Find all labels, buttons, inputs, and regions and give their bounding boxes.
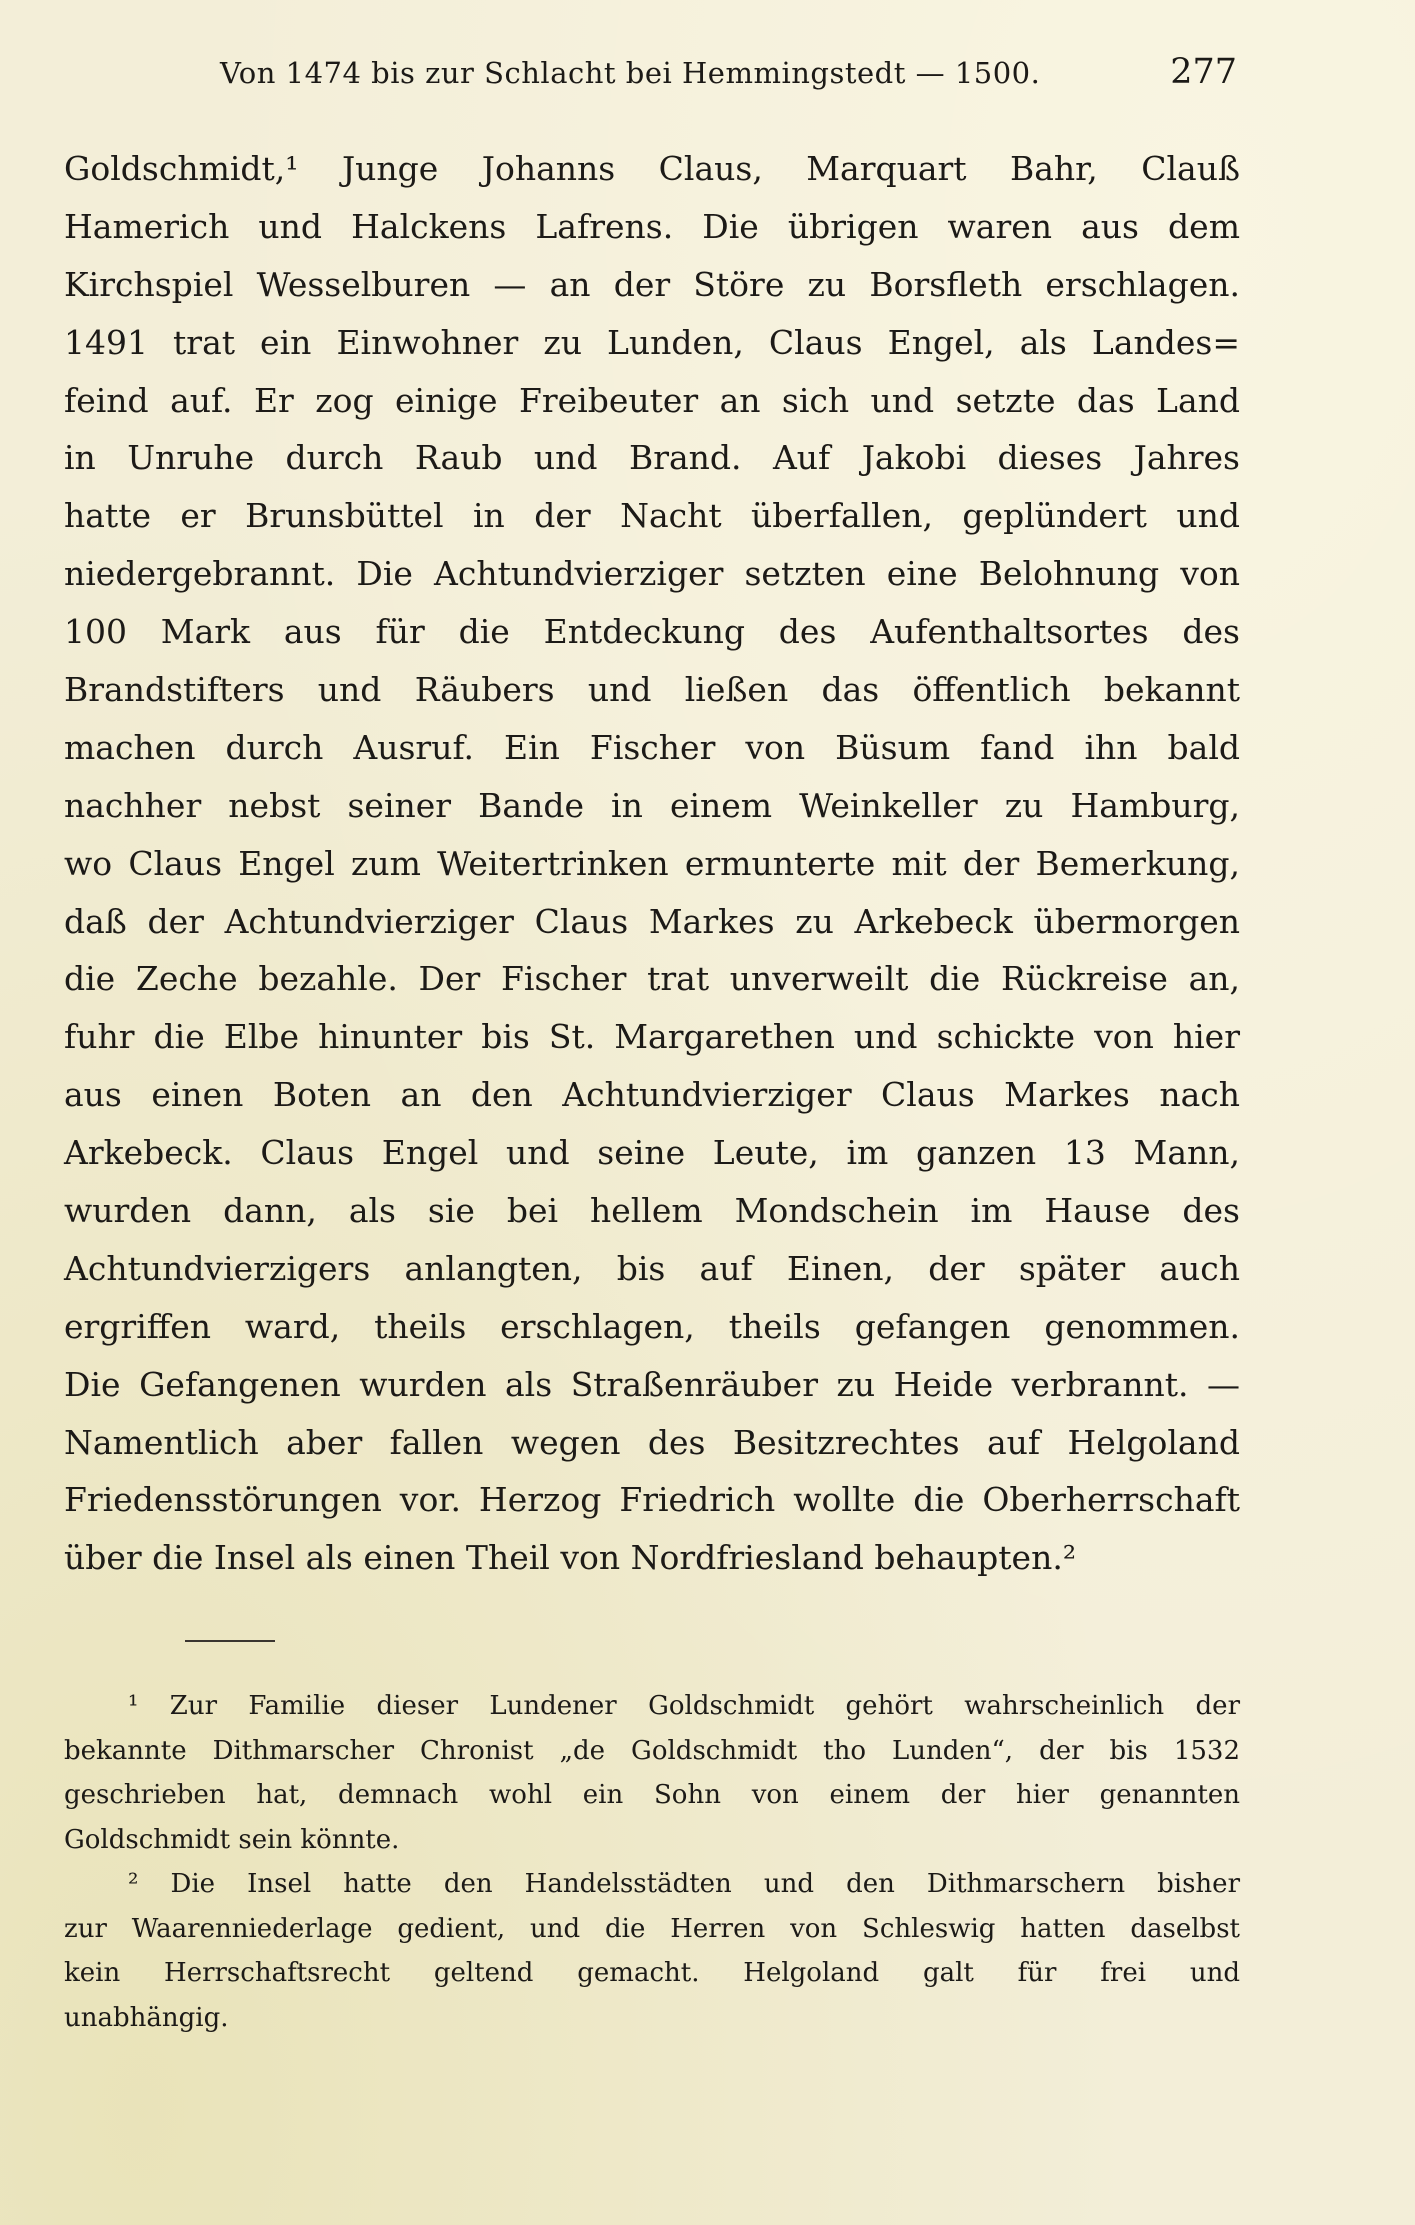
page-number: 277 <box>1170 52 1237 92</box>
body-line: Achtundvierzigers anlangten, bis auf Einen, der später auch <box>64 1248 1240 1288</box>
body-line: die Zeche bezahle. Der Fischer trat unverweilt die Rückreise an, <box>64 959 1240 999</box>
footnote-rule <box>185 1640 275 1643</box>
body-line: daß der Achtundvierziger Claus Markes zu Arkebeck übermorgen <box>64 901 1240 941</box>
body-line: Hamerich und Halckens Lafrens. Die übrigen waren aus dem <box>64 206 1240 246</box>
running-head <box>220 52 1237 100</box>
body-line: ergriffen ward, theils erschlagen, theils gefangen genommen. <box>64 1306 1240 1346</box>
body-line: nachher nebst seiner Bande in einem Weinkeller zu Hamburg, <box>64 785 1240 825</box>
body-line: Goldschmidt,¹ Junge Johanns Claus, Marquart Bahr, Clauß <box>64 149 1240 188</box>
body-line: Arkebeck. Claus Engel und seine Leute, im ganzen 13 Mann, <box>64 1133 1240 1173</box>
footnote-line: unabhängig. <box>64 2002 229 2033</box>
footnote-line: ² Die Insel hatte den Handelsstädten und den Dithmarschern bisher <box>128 1869 1240 1899</box>
body-line: Brandstifters und Räubers und ließen das öffentlich bekannt <box>64 670 1240 710</box>
body-text <box>64 140 1240 1587</box>
footnotes <box>64 1684 1240 2040</box>
footnote-line: ¹ Zur Familie dieser Lundener Goldschmidt gehört wahrscheinlich der <box>128 1691 1240 1721</box>
footnote-line: kein Herrschaftsrecht geltend gemacht. Helgoland galt für frei und <box>64 1958 1240 1988</box>
footnote-line: zur Waarenniederlage gedient, und die Herren von Schleswig hatten daselbst <box>64 1913 1240 1944</box>
body-line: feind auf. Er zog einige Freibeuter an sich und setzte das Land <box>64 380 1240 420</box>
body-line: aus einen Boten an den Achtundvierziger Claus Markes nach <box>64 1075 1240 1115</box>
body-line: Friedensstörungen vor. Herzog Friedrich wollte die Oberherrschaft <box>64 1480 1240 1520</box>
body-line: hatte er Brunsbüttel in der Nacht überfallen, geplündert und <box>64 496 1240 536</box>
body-line: Namentlich aber fallen wegen des Besitzrechtes auf Helgoland <box>64 1422 1240 1462</box>
footnote-line: Goldschmidt sein könnte. <box>64 1824 400 1855</box>
footnote-2 <box>64 1862 1240 2040</box>
body-line: in Unruhe durch Raub und Brand. Auf Jakobi dieses Jahres <box>64 438 1240 478</box>
body-line: Kirchspiel Wesselburen — an der Störe zu Borsfleth erschlagen. <box>64 264 1240 304</box>
body-line: wurden dann, als sie bei hellem Mondschein im Hause des <box>64 1191 1240 1231</box>
body-line: über die Insel als einen Theil von Nordfriesland behaupten.² <box>64 1538 1077 1578</box>
footnote-line: bekannte Dithmarscher Chronist „de Goldschmidt tho Lunden“, der bis 1532 <box>64 1735 1240 1766</box>
footnote-line: geschrieben hat, demnach wohl ein Sohn von einem der hier genannten <box>64 1780 1240 1810</box>
body-line: niedergebrannt. Die Achtundvierziger setzten eine Belohnung von <box>64 554 1240 594</box>
footnote-1 <box>64 1684 1240 1862</box>
body-line: 100 Mark aus für die Entdeckung des Aufenthaltsortes des <box>64 612 1240 652</box>
body-line: Die Gefangenen wurden als Straßenräuber zu Heide verbrannt. — <box>64 1364 1240 1404</box>
body-line: wo Claus Engel zum Weitertrinken ermunterte mit der Bemerkung, <box>64 843 1240 883</box>
running-title: Von 1474 bis zur Schlacht bei Hemmingstedt — 1500. <box>220 56 1041 90</box>
body-line: 1491 trat ein Einwohner zu Lunden, Claus Engel, als Landes= <box>64 322 1240 362</box>
body-line: fuhr die Elbe hinunter bis St. Margarethen und schickte von hier <box>64 1017 1240 1057</box>
body-line: machen durch Ausruf. Ein Fischer von Büsum fand ihn bald <box>64 727 1240 767</box>
